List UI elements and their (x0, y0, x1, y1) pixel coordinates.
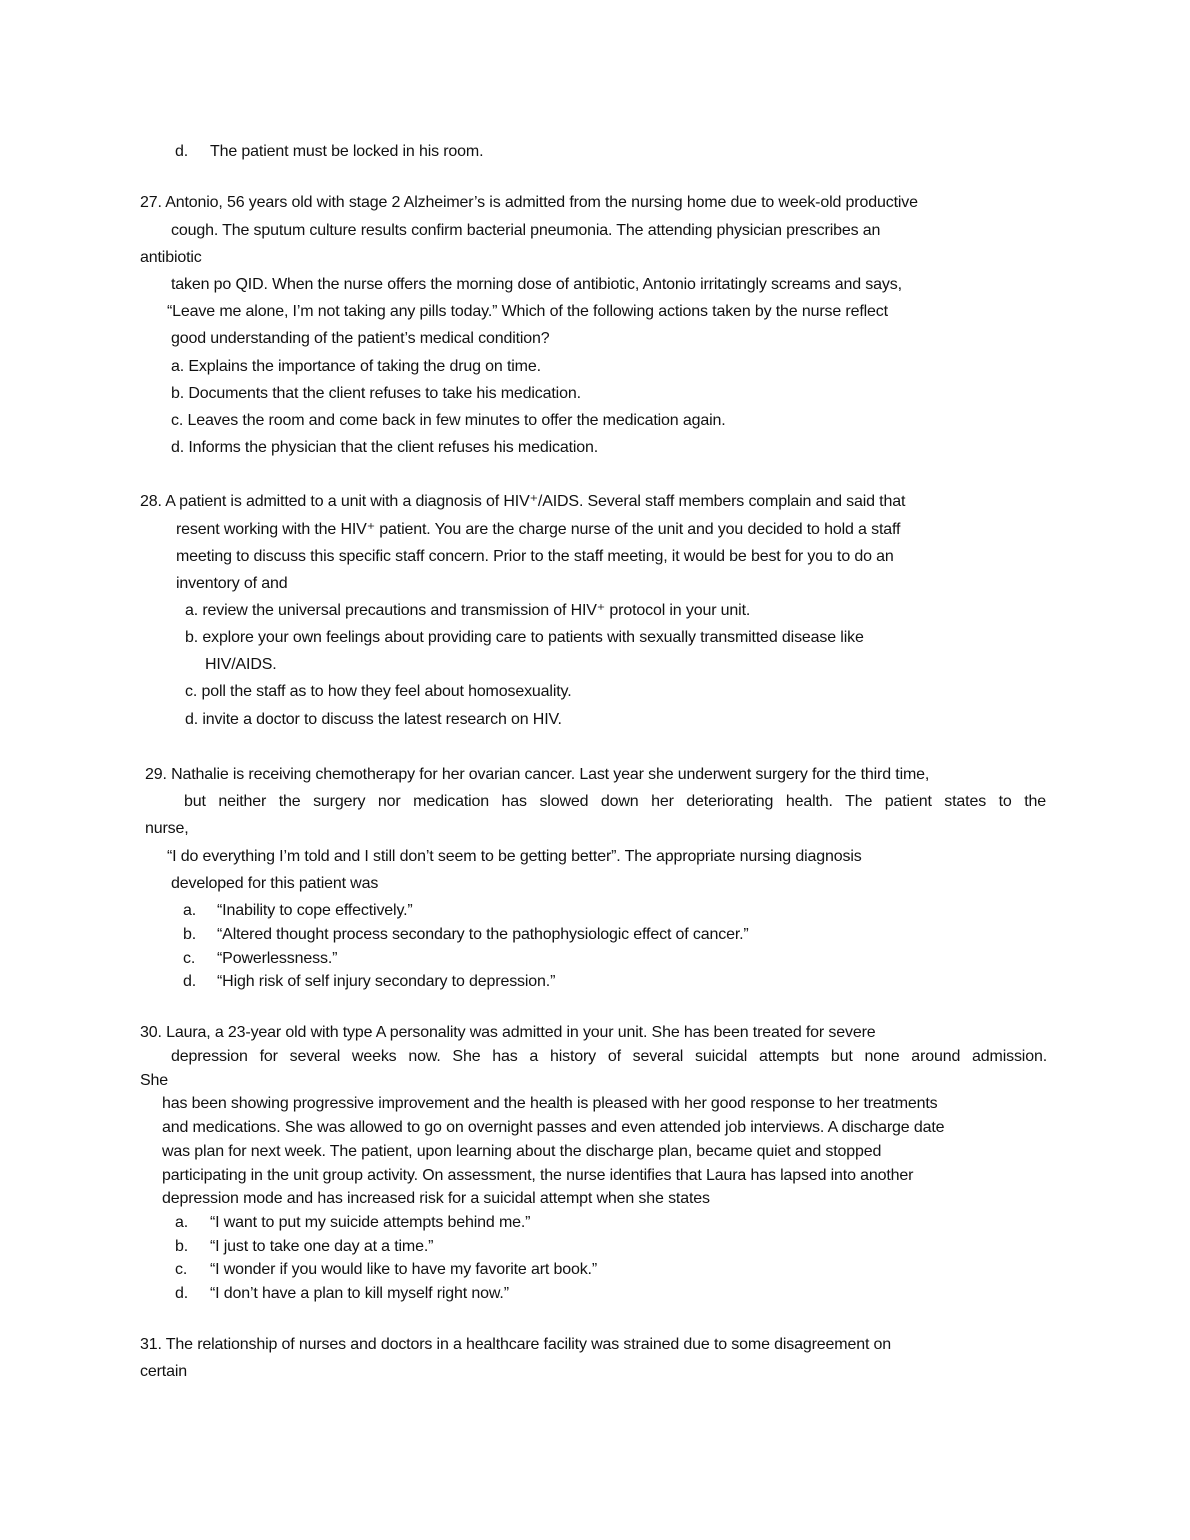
q29-option-d: “High risk of self injury secondary to depression.” (217, 973, 556, 990)
q27-text: antibiotic (140, 249, 202, 266)
q30-option-d-letter: d. (175, 1285, 189, 1302)
q27-option-b: b. Documents that the client refuses to take his medication. (171, 385, 581, 402)
q29-text: nurse, (145, 820, 189, 837)
q29-text: developed for this patient was (171, 875, 379, 892)
q30-option-b: “I just to take one day at a time.” (210, 1238, 434, 1255)
q29-option-a-letter: a. (183, 902, 197, 919)
q30-option-a: “I want to put my suicide attempts behind me.” (210, 1214, 531, 1231)
q27-option-c: c. Leaves the room and come back in few minutes to offer the medication again. (171, 412, 726, 429)
q28-text: 28. A patient is admitted to a unit with a diagnosis of HIV⁺/AIDS. Several staff members complain and said that (140, 493, 906, 510)
q29-option-d-letter: d. (183, 973, 197, 990)
q30-text: and medications. She was allowed to go on overnight passes and even attended job interviews. A discharge date (162, 1119, 945, 1136)
q28-option-b-cont: HIV/AIDS. (205, 656, 277, 673)
q27-option-a: a. Explains the importance of taking the drug on time. (171, 358, 541, 375)
q31-text: certain (140, 1363, 187, 1380)
q28-option-b: b. explore your own feelings about providing care to patients with sexually transmitted disease like (185, 629, 864, 646)
q27-text: good understanding of the patient’s medical condition? (171, 330, 550, 347)
q28-text: resent working with the HIV⁺ patient. You are the charge nurse of the unit and you decided to hold a staff (176, 521, 901, 538)
q27-text: taken po QID. When the nurse offers the morning dose of antibiotic, Antonio irritatingly screams and says, (171, 276, 902, 293)
q27-text: “Leave me alone, I’m not taking any pills today.” Which of the following actions taken by the nurse reflect (167, 303, 888, 320)
q30-option-a-letter: a. (175, 1214, 189, 1231)
q29-text: 29. Nathalie is receiving chemotherapy for her ovarian cancer. Last year she underwent surgery for the third time, (145, 766, 930, 783)
q30-text: She (140, 1072, 169, 1089)
q30-text: participating in the unit group activity. On assessment, the nurse identifies that Laura has lapsed into another (162, 1167, 914, 1184)
q27-text: 27. Antonio, 56 years old with stage 2 Alzheimer’s is admitted from the nursing home due to week-old productive (140, 194, 918, 211)
q29-option-b: “Altered thought process secondary to the pathophysiologic effect of cancer.” (217, 926, 749, 943)
q28-option-a: a. review the universal precautions and transmission of HIV⁺ protocol in your unit. (185, 602, 751, 619)
q28-text: meeting to discuss this specific staff concern. Prior to the staff meeting, it would be best for you to do an (176, 548, 894, 565)
q29-option-a: “Inability to cope effectively.” (217, 902, 413, 919)
q30-text: 30. Laura, a 23-year old with type A personality was admitted in your unit. She has been treated for severe (140, 1024, 876, 1041)
q27-option-d: d. Informs the physician that the client refuses his medication. (171, 439, 599, 456)
q30-option-c: “I wonder if you would like to have my favorite art book.” (210, 1261, 598, 1278)
q28-text: inventory of and (176, 575, 288, 592)
q29-text: “I do everything I’m told and I still don’t seem to be getting better”. The appropriate nursing diagnosis (167, 848, 862, 865)
q29-option-c-letter: c. (183, 950, 196, 967)
q30-text: was plan for next week. The patient, upon learning about the discharge plan, became quiet and stopped (162, 1143, 882, 1160)
q28-option-c: c. poll the staff as to how they feel about homosexuality. (185, 683, 572, 700)
q30-text: depression mode and has increased risk for a suicidal attempt when she states (162, 1190, 710, 1207)
q29-text: but neither the surgery nor medication has slowed down her deteriorating health. The patient states to the (184, 793, 1046, 810)
q26-option-d: The patient must be locked in his room. (210, 143, 484, 160)
q30-option-b-letter: b. (175, 1238, 189, 1255)
q30-text: has been showing progressive improvement and the health is pleased with her good response to her treatments (162, 1095, 938, 1112)
q31-text: 31. The relationship of nurses and doctors in a healthcare facility was strained due to some disagreement on (140, 1336, 892, 1353)
q30-option-d: “I don’t have a plan to kill myself right now.” (210, 1285, 509, 1302)
q29-option-b-letter: b. (183, 926, 197, 943)
q30-text: depression for several weeks now. She has a history of several suicidal attempts but none around admission. (171, 1048, 1047, 1065)
q27-text: cough. The sputum culture results confirm bacterial pneumonia. The attending physician prescribes an (171, 222, 881, 239)
q29-option-c: “Powerlessness.” (217, 950, 338, 967)
q30-option-c-letter: c. (175, 1261, 188, 1278)
q26-option-d-letter: d. (175, 143, 189, 160)
q28-option-d: d. invite a doctor to discuss the latest research on HIV. (185, 711, 562, 728)
